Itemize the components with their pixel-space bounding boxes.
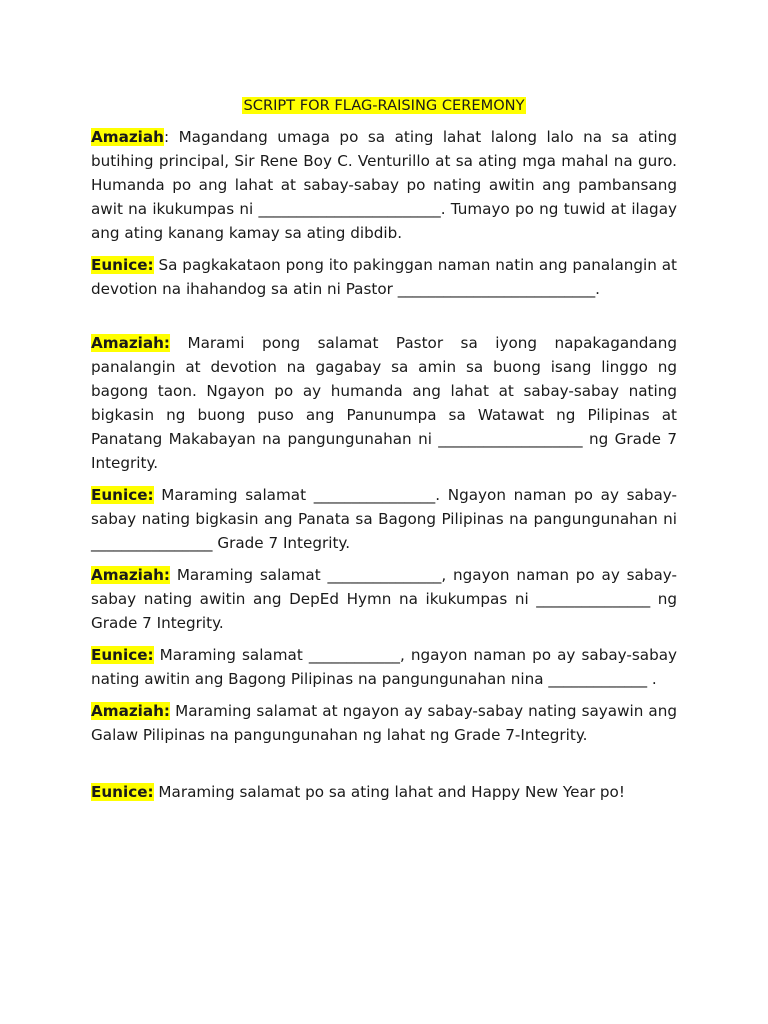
speaker-label: Eunice:: [91, 646, 154, 664]
paragraph-text: Marami pong salamat Pastor sa iyong napakagandang panalangin at devotion na gagabay sa amin sa buong isang linggo ng bagong taon. Ngayon po ay humanda ang lahat at sabay-sabay nating bigkasin ng buong puso ang Panunumpa sa Watawat ng Pilipinas at Panatang Makabayan na pangungunahan ni ___________________ ng Grade 7 Integrity.: [91, 334, 677, 472]
speaker-label: Amaziah:: [91, 334, 171, 352]
script-paragraph: [91, 780, 677, 804]
paragraph-text: Sa pagkakataon pong ito pakinggan naman natin ang panalangin at devotion na ihahandog sa atin ni Pastor __________________________.: [91, 256, 678, 298]
speaker-label: Amaziah:: [91, 566, 171, 584]
speaker-label: Eunice:: [91, 783, 154, 801]
speaker-separator: :: [163, 128, 179, 146]
script-paragraph: [91, 563, 677, 635]
document-body: [91, 93, 677, 812]
speaker-label: Eunice:: [91, 256, 154, 274]
paragraph-text: Maraming salamat po sa ating lahat and Happy New Year po!: [158, 783, 625, 801]
speaker-separator: [170, 334, 187, 352]
script-paragraph: [91, 125, 677, 245]
script-paragraph: [91, 331, 677, 475]
script-paragraph: [91, 483, 677, 555]
document-title: SCRIPT FOR FLAG-RAISING CEREMONY: [243, 97, 525, 114]
script-paragraph: [91, 643, 677, 691]
script-paragraph: [91, 699, 677, 747]
speaker-label: Amaziah:: [91, 702, 171, 720]
paragraph-text: Maraming salamat _______________, ngayon naman po ay sabay-sabay nating awitin ang DepEd Hymn na ikukumpas ni _______________ ng Grade 7 Integrity.: [91, 566, 677, 632]
speaker-separator: [170, 566, 177, 584]
paragraph-text: Maraming salamat at ngayon ay sabay-sabay nating sayawin ang Galaw Pilipinas na pangungunahan ng lahat ng Grade 7-Integrity.: [91, 702, 678, 744]
script-paragraph: [91, 253, 677, 301]
paragraph-text: Maraming salamat ____________, ngayon naman po ay sabay-sabay nating awitin ang Bagong Pilipinas na pangungunahan nina _____________ .: [91, 646, 678, 688]
title-row: [91, 93, 677, 117]
speaker-label: Amaziah: [91, 128, 164, 146]
paragraph-text: Magandang umaga po sa ating lahat lalong lalo na sa ating butihing principal, Sir Rene Boy C. Venturillo at sa ating mga mahal na guro. Humanda po ang lahat at sabay-sabay po nating awitin ang pambansang awit na ikukumpas ni ________________________. Tumayo po ng tuwid at ilagay ang ating kanang kamay sa ating dibdib.: [91, 128, 677, 242]
speaker-label: Eunice:: [91, 486, 154, 504]
paragraph-text: Maraming salamat ________________. Ngayon naman po ay sabay-sabay nating bigkasin ang Panata sa Bagong Pilipinas na pangungunahan ni ________________ Grade 7 Integrity.: [91, 486, 678, 552]
